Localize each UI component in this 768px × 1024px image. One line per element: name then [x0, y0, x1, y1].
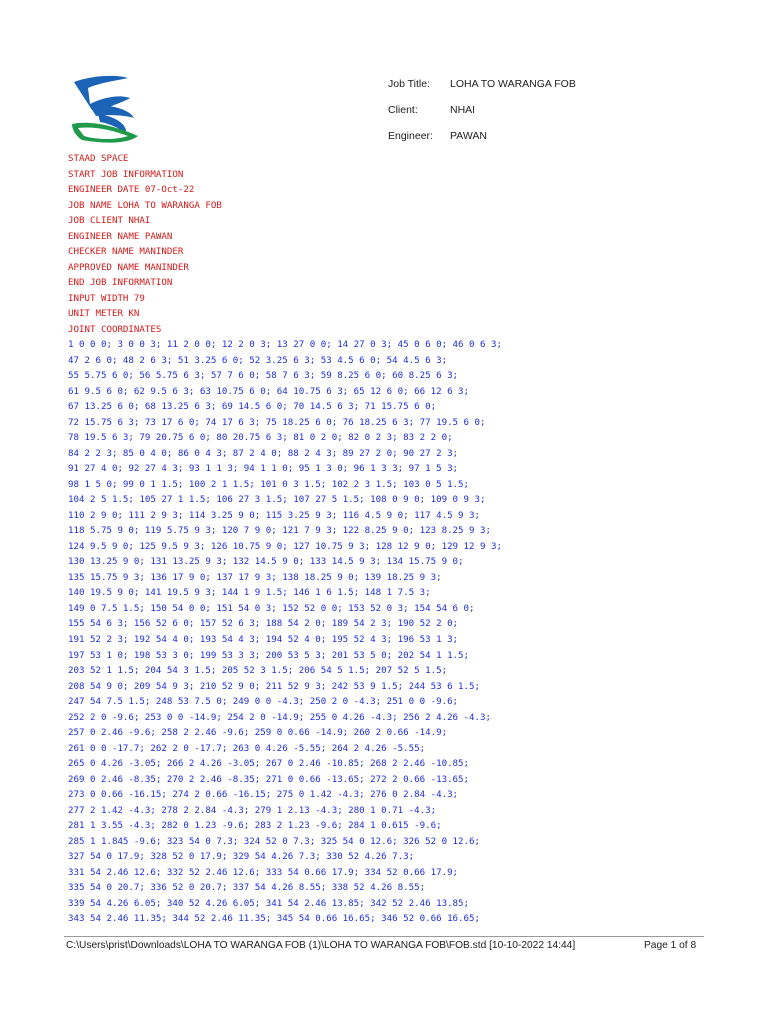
keyword-line: ENGINEER DATE 07-Oct-22: [68, 185, 195, 196]
keyword-line: JOB NAME LOHA TO WARANGA FOB: [68, 200, 222, 211]
keyword-line: ENGINEER NAME PAWAN: [68, 231, 173, 242]
footer-page-number: Page 1 of 8: [644, 940, 697, 951]
joint-coordinate-line: 273 0 0.66 -16.15; 274 2 0.66 -16.15; 275 0 1.42 -4.3; 276 0 2.84 -4.3;: [68, 790, 459, 801]
joint-coordinate-line: 118 5.75 9 0; 119 5.75 9 3; 120 7 9 0; 121 7 9 3; 122 8.25 9 0; 123 8.25 9 3;: [68, 526, 492, 537]
joint-coordinate-line: 78 19.5 6 3; 79 20.75 6 0; 80 20.75 6 3; 81 0 2 0; 82 0 2 3; 83 2 2 0;: [68, 433, 453, 444]
joint-coordinate-line: 47 2 6 0; 48 2 6 3; 51 3.25 6 0; 52 3.25 6 3; 53 4.5 6 0; 54 4.5 6 3;: [68, 355, 448, 366]
joint-coordinate-line: 124 9.5 9 0; 125 9.5 9 3; 126 10.75 9 0; 127 10.75 9 3; 128 12 9 0; 129 12 9 3;: [68, 541, 503, 552]
joint-coordinate-line: 67 13.25 6 0; 68 13.25 6 3; 69 14.5 6 0; 70 14.5 6 3; 71 15.75 6 0;: [68, 402, 437, 413]
joint-coordinate-line: 110 2 9 0; 111 2 9 3; 114 3.25 9 0; 115 3.25 9 3; 116 4.5 9 0; 117 4.5 9 3;: [68, 510, 481, 521]
client-value: NHAI: [450, 104, 476, 116]
footer-file-path: C:\Users\prist\Downloads\LOHA TO WARANGA FOB (1)\LOHA TO WARANGA FOB\FOB.std [10-10-2022 14:44]: [66, 940, 576, 951]
joint-coordinate-line: 343 54 2.46 11.35; 344 52 2.46 11.35; 345 54 0.66 16.65; 346 52 0.66 16.65;: [68, 914, 481, 925]
joint-coordinate-line: 84 2 2 3; 85 0 4 0; 86 0 4 3; 87 2 4 0; 88 2 4 3; 89 27 2 0; 90 27 2 3;: [68, 448, 459, 459]
joint-coordinate-line: 269 0 2.46 -8.35; 270 2 2.46 -8.35; 271 0 0.66 -13.65; 272 2 0.66 -13.65;: [68, 774, 470, 785]
staad-input-listing: [68, 152, 758, 928]
joint-coordinate-line: 331 54 2.46 12.6; 332 52 2.46 12.6; 333 54 0.66 17.9; 334 52 0.66 17.9;: [68, 867, 459, 878]
joint-coordinate-line: 149 0 7.5 1.5; 150 54 0 0; 151 54 0 3; 152 52 0 0; 153 52 0 3; 154 54 6 0;: [68, 603, 475, 614]
joint-coordinate-line: 257 0 2.46 -9.6; 258 2 2.46 -9.6; 259 0 0.66 -14.9; 260 2 0.66 -14.9;: [68, 728, 448, 739]
joint-coordinate-line: 252 2 0 -9.6; 253 0 0 -14.9; 254 2 0 -14.9; 255 0 4.26 -4.3; 256 2 4.26 -4.3;: [68, 712, 492, 723]
joint-coordinate-line: 265 0 4.26 -3.05; 266 2 4.26 -3.05; 267 0 2.46 -10.85; 268 2 2.46 -10.85;: [68, 759, 470, 770]
joint-coordinate-line: 104 2 5 1.5; 105 27 1 1.5; 106 27 3 1.5; 107 27 5 1.5; 108 0 9 0; 109 0 9 3;: [68, 495, 486, 506]
keyword-line: JOB CLIENT NHAI: [68, 216, 151, 227]
joint-coordinate-line: 91 27 4 0; 92 27 4 3; 93 1 1 3; 94 1 1 0; 95 1 3 0; 96 1 3 3; 97 1 5 3;: [68, 464, 459, 475]
joint-coordinate-line: 140 19.5 9 0; 141 19.5 9 3; 144 1 9 1.5; 146 1 6 1.5; 148 1 7.5 3;: [68, 588, 431, 599]
keyword-line: START JOB INFORMATION: [68, 169, 184, 180]
joint-coordinate-line: 261 0 0 -17.7; 262 2 0 -17.7; 263 0 4.26 -5.55; 264 2 4.26 -5.55;: [68, 743, 426, 754]
joint-coordinate-line: 55 5.75 6 0; 56 5.75 6 3; 57 7 6 0; 58 7 6 3; 59 8.25 6 0; 60 8.25 6 3;: [68, 371, 459, 382]
keyword-line: INPUT WIDTH 79: [68, 293, 145, 304]
joint-coordinate-line: 335 54 0 20.7; 336 52 0 20.7; 337 54 4.26 8.55; 338 52 4.26 8.55;: [68, 883, 426, 894]
footer-divider: [64, 936, 704, 937]
joint-coordinate-line: 203 52 1 1.5; 204 54 3 1.5; 205 52 3 1.5; 206 54 5 1.5; 207 52 5 1.5;: [68, 666, 448, 677]
joint-coordinate-line: 135 15.75 9 3; 136 17 9 0; 137 17 9 3; 138 18.25 9 0; 139 18.25 9 3;: [68, 572, 442, 583]
joint-coordinate-line: 327 54 0 17.9; 328 52 0 17.9; 329 54 4.26 7.3; 330 52 4.26 7.3;: [68, 852, 415, 863]
joint-coordinate-line: 130 13.25 9 0; 131 13.25 9 3; 132 14.5 9 0; 133 14.5 9 3; 134 15.75 9 0;: [68, 557, 464, 568]
joint-coordinate-line: 247 54 7.5 1.5; 248 53 7.5 0; 249 0 0 -4.3; 250 2 0 -4.3; 251 0 0 -9.6;: [68, 697, 459, 708]
keyword-line: JOINT COORDINATES: [68, 324, 162, 335]
joint-coordinate-line: 277 2 1.42 -4.3; 278 2 2.84 -4.3; 279 1 2.13 -4.3; 280 1 0.71 -4.3;: [68, 805, 437, 816]
keyword-line: CHECKER NAME MANINDER: [68, 247, 184, 258]
joint-coordinate-line: 285 1 1.845 -9.6; 323 54 0 7.3; 324 52 0 7.3; 325 54 0 12.6; 326 52 0 12.6;: [68, 836, 481, 847]
joint-coordinate-line: 155 54 6 3; 156 52 6 0; 157 52 6 3; 188 54 2 0; 189 54 2 3; 190 52 2 0;: [68, 619, 459, 630]
joint-coordinate-line: 339 54 4.26 6.05; 340 52 4.26 6.05; 341 54 2.46 13.85; 342 52 2.46 13.85;: [68, 898, 470, 909]
keyword-line: STAAD SPACE: [68, 154, 129, 164]
keyword-line: END JOB INFORMATION: [68, 278, 173, 289]
job-title-label: Job Title:: [388, 78, 431, 90]
job-title-value: LOHA TO WARANGA FOB: [450, 78, 576, 90]
joint-coordinate-line: 281 1 3.55 -4.3; 282 0 1.23 -9.6; 283 2 1.23 -9.6; 284 1 0.615 -9.6;: [68, 821, 442, 832]
joint-coordinate-line: 208 54 9 0; 209 54 9 3; 210 52 9 0; 211 52 9 3; 242 53 9 1.5; 244 53 6 1.5;: [68, 681, 481, 692]
engineer-value: PAWAN: [450, 130, 487, 142]
engineer-label: Engineer:: [388, 130, 433, 142]
keyword-line: APPROVED NAME MANINDER: [68, 262, 189, 273]
joint-coordinate-line: 191 52 2 3; 192 54 4 0; 193 54 4 3; 194 52 4 0; 195 52 4 3; 196 53 1 3;: [68, 634, 459, 645]
joint-coordinate-line: 98 1 5 0; 99 0 1 1.5; 100 2 1 1.5; 101 0 3 1.5; 102 2 3 1.5; 103 0 5 1.5;: [68, 479, 470, 490]
joint-coordinate-line: 72 15.75 6 3; 73 17 6 0; 74 17 6 3; 75 18.25 6 0; 76 18.25 6 3; 77 19.5 6 0;: [68, 417, 486, 428]
joint-coordinate-line: 61 9.5 6 0; 62 9.5 6 3; 63 10.75 6 0; 64 10.75 6 3; 65 12 6 0; 66 12 6 3;: [68, 386, 470, 397]
joint-coordinate-line: 197 53 1 0; 198 53 3 0; 199 53 3 3; 200 53 5 3; 201 53 5 0; 202 54 1 1.5;: [68, 650, 470, 661]
keyword-line: UNIT METER KN: [68, 309, 140, 320]
joint-coordinate-line: 1 0 0 0; 3 0 0 3; 11 2 0 0; 12 2 0 3; 13 27 0 0; 14 27 0 3; 45 0 6 0; 46 0 6 3;: [68, 340, 503, 351]
company-logo: [68, 74, 142, 146]
client-label: Client:: [388, 104, 418, 116]
